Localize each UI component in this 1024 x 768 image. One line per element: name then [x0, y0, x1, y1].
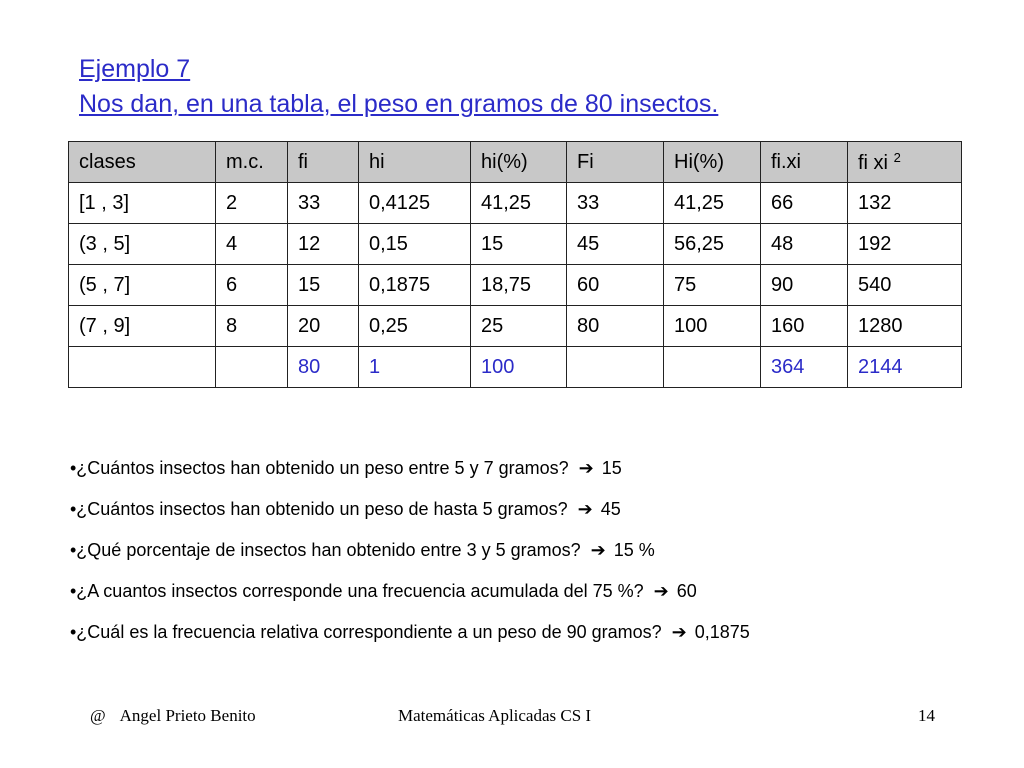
question-text: •¿Cuántos insectos han obtenido un peso de hasta 5 gramos?: [70, 499, 568, 519]
header-clases: clases: [69, 142, 216, 183]
table-cell: (5 , 7]: [69, 265, 216, 306]
frequency-table: [68, 141, 962, 388]
question-answer: 15: [601, 458, 622, 478]
question-answer: 15 %: [613, 540, 655, 560]
question-item: [70, 497, 750, 538]
header-Hi-percent: Hi(%): [664, 142, 761, 183]
question-answer: 0,1875: [694, 622, 750, 642]
question-answer: 60: [676, 581, 697, 601]
header-Fi: Fi: [567, 142, 664, 183]
table-cell: 80: [567, 306, 664, 347]
table-header-row: [69, 142, 962, 183]
table-cell: 6: [216, 265, 288, 306]
header-fi-xi: fi.xi: [761, 142, 848, 183]
page-number: 14: [918, 706, 935, 725]
total-cell: 2144: [848, 347, 962, 388]
table-cell: 48: [761, 224, 848, 265]
header-mc: m.c.: [216, 142, 288, 183]
table-cell: 75: [664, 265, 761, 306]
question-answer: 45: [600, 499, 621, 519]
table-cell: 540: [848, 265, 962, 306]
header-fi: fi: [288, 142, 359, 183]
table-cell: [1 , 3]: [69, 183, 216, 224]
total-cell: [216, 347, 288, 388]
table-cell: 132: [848, 183, 962, 224]
question-item: [70, 538, 750, 579]
author-name: Angel Prieto Benito: [119, 706, 256, 725]
table-cell: 4: [216, 224, 288, 265]
table-cell: 60: [567, 265, 664, 306]
table-cell: (3 , 5]: [69, 224, 216, 265]
total-cell: 100: [471, 347, 567, 388]
table-cell: 41,25: [471, 183, 567, 224]
total-cell: 1: [359, 347, 471, 388]
header-hi-percent: hi(%): [471, 142, 567, 183]
squared-exponent: 2: [893, 149, 901, 165]
header-fi-xi-squared-label: fi xi: [858, 151, 888, 174]
table-cell: 2: [216, 183, 288, 224]
table-cell: 15: [471, 224, 567, 265]
table-row: [69, 224, 962, 265]
arrow-right-icon: ➔: [578, 458, 594, 478]
table-row: [69, 265, 962, 306]
table-cell: 18,75: [471, 265, 567, 306]
table-cell: 192: [848, 224, 962, 265]
table-cell: 66: [761, 183, 848, 224]
total-cell: [664, 347, 761, 388]
slide-subtitle: Nos dan, en una tabla, el peso en gramos de 80 insectos.: [79, 90, 719, 118]
question-item: [70, 579, 750, 620]
table-cell: 12: [288, 224, 359, 265]
table-cell: 45: [567, 224, 664, 265]
question-item: [70, 456, 750, 497]
table-cell: (7 , 9]: [69, 306, 216, 347]
table-cell: 0,15: [359, 224, 471, 265]
table-cell: 56,25: [664, 224, 761, 265]
arrow-right-icon: ➔: [671, 622, 687, 642]
footer-author: [90, 706, 256, 726]
header-hi: hi: [359, 142, 471, 183]
question-item: [70, 620, 750, 661]
table-cell: 90: [761, 265, 848, 306]
question-text: •¿Qué porcentaje de insectos han obtenido entre 3 y 5 gramos?: [70, 540, 581, 560]
table-row: [69, 183, 962, 224]
header-fi-xi-squared: [848, 142, 962, 183]
table-cell: 25: [471, 306, 567, 347]
table-cell: 0,25: [359, 306, 471, 347]
table-cell: 33: [288, 183, 359, 224]
footer-course: Matemáticas Aplicadas CS I: [398, 706, 592, 725]
table-cell: 41,25: [664, 183, 761, 224]
question-list: [70, 456, 750, 661]
table-cell: 8: [216, 306, 288, 347]
total-cell: [69, 347, 216, 388]
question-text: •¿A cuantos insectos corresponde una frecuencia acumulada del 75 %?: [70, 581, 644, 601]
table-cell: 1280: [848, 306, 962, 347]
totals-row: [69, 347, 962, 388]
total-cell: [567, 347, 664, 388]
table-cell: 160: [761, 306, 848, 347]
table-cell: 0,1875: [359, 265, 471, 306]
total-cell: 80: [288, 347, 359, 388]
arrow-right-icon: ➔: [653, 581, 669, 601]
table-cell: 100: [664, 306, 761, 347]
table-cell: 0,4125: [359, 183, 471, 224]
total-cell: 364: [761, 347, 848, 388]
question-text: •¿Cuántos insectos han obtenido un peso entre 5 y 7 gramos?: [70, 458, 569, 478]
arrow-right-icon: ➔: [577, 499, 593, 519]
table-cell: 33: [567, 183, 664, 224]
slide-title: Ejemplo 7: [79, 55, 191, 83]
table-cell: 15: [288, 265, 359, 306]
arrow-right-icon: ➔: [590, 540, 606, 560]
question-text: •¿Cuál es la frecuencia relativa correspondiente a un peso de 90 gramos?: [70, 622, 662, 642]
table-row: [69, 306, 962, 347]
at-symbol: @: [90, 706, 106, 725]
table-cell: 20: [288, 306, 359, 347]
